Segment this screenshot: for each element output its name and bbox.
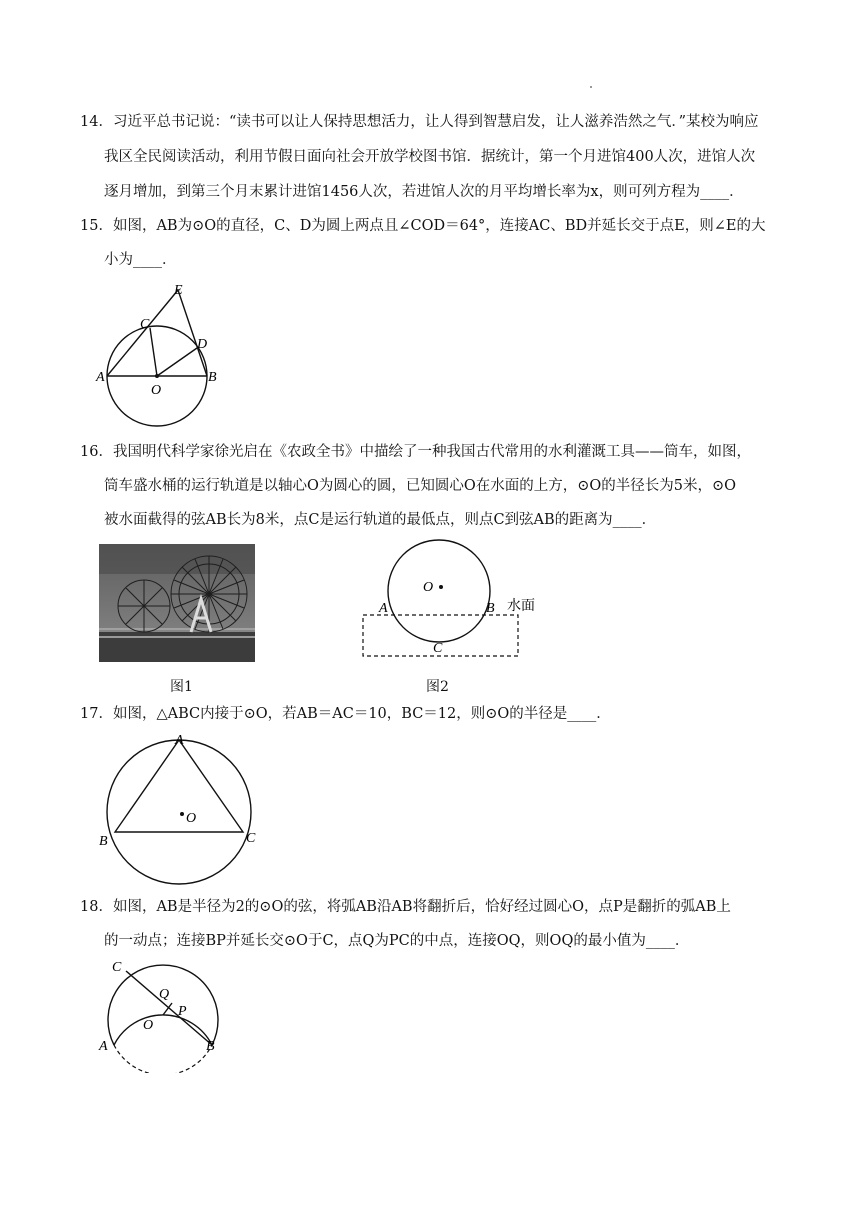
q16-line-1: 16．我国明代科学家徐光启在《农政全书》中描绘了一种我国古代常用的水利灌溉工具——筒车，如图， [80,444,751,460]
q14-line-2: 我区全民阅读活动，利用节假日面向社会开放学校图书馆．据统计，第一个月进馆400人次，进馆人次 [104,149,756,165]
q16-waterwheel-diagram [355,530,555,670]
q18-label-b: B [206,1039,215,1054]
q17-center-dot [180,812,184,816]
q18-label-c: C [112,960,122,975]
q16-label-c: C [433,641,443,656]
q18-circle-arc [108,965,218,1045]
q17-label-b: B [99,834,108,849]
q16-line-2: 筒车盛水桶的运行轨道是以轴心O为圆心的圆，已知圆心O在水面的上方，⊙O的半径长为5米，⊙O [104,478,737,494]
q18-dashed-arc [114,1045,212,1073]
fig1-caption: 图1 [170,679,193,695]
q15-radius-oc [150,328,157,376]
q15-label-b: B [208,370,217,385]
q16-label-o: O [423,580,434,595]
q15-circle-figure [90,278,230,428]
q15-label-o: O [151,383,162,398]
q15-label-e: E [174,283,183,298]
waterwheel-photo [99,544,255,662]
q18-fold-figure [94,953,234,1073]
q16-water-label: 水面 [507,598,535,614]
q15-label-d: D [197,337,208,352]
q18-label-q: Q [159,987,170,1002]
q15-line-1: 15．如图，AB为⊙O的直径，C、D为圆上两点且∠COD＝64°，连接AC、BD并延长交于点E，则∠E的大 [80,218,766,234]
q15-label-a: A [96,370,105,385]
q16-label-b: B [486,601,495,616]
fig2-caption: 图2 [426,679,449,695]
q18-label-a: A [99,1039,108,1054]
q16-circle [388,540,490,642]
q18-folded-arc [114,1015,212,1045]
q15-line-ae [107,290,178,376]
q17-label-o: O [186,811,197,826]
q17-line-1: 17．如图，△ABC内接于⊙O，若AB＝AC＝10，BC＝12，则⊙O的半径是____． [80,706,611,722]
page-marker-dot [590,86,592,88]
q16-center-dot [439,585,443,589]
q18-label-p: P [178,1004,187,1019]
q17-triangle-abc [115,740,243,832]
q14-line-3: 逐月增加，到第三个月末累计进馆1456人次，若进馆人次的月平均增长率为x，则可列方程为____． [104,184,744,200]
q15-center-dot [155,374,159,378]
q17-label-c: C [246,831,256,846]
q16-label-a: A [379,601,388,616]
q17-triangle-figure [95,728,265,888]
q17-label-a: A [175,733,184,748]
q14-line-1: 14．习近平总书记说：“读书可以让人保持思想活力，让人得到智慧启发，让人滋养浩然之气．”某校为响应 [80,114,759,130]
q15-radius-od [157,348,197,376]
q16-line-3: 被水面截得的弦AB长为8米，点C是运行轨道的最低点，则点C到弦AB的距离为____． [104,512,657,528]
q18-line-2: 的一动点；连接BP并延长交⊙O于C，点Q为PC的中点，连接OQ，则OQ的最小值为____． [104,933,690,949]
q15-label-c: C [140,317,150,332]
q15-line-2: 小为____． [104,252,177,268]
q18-label-o: O [143,1018,154,1033]
q18-line-1: 18．如图，AB是半径为2的⊙O的弦，将弧AB沿AB将翻折后，恰好经过圆心O，点P是翻折的弧AB上 [80,899,731,915]
